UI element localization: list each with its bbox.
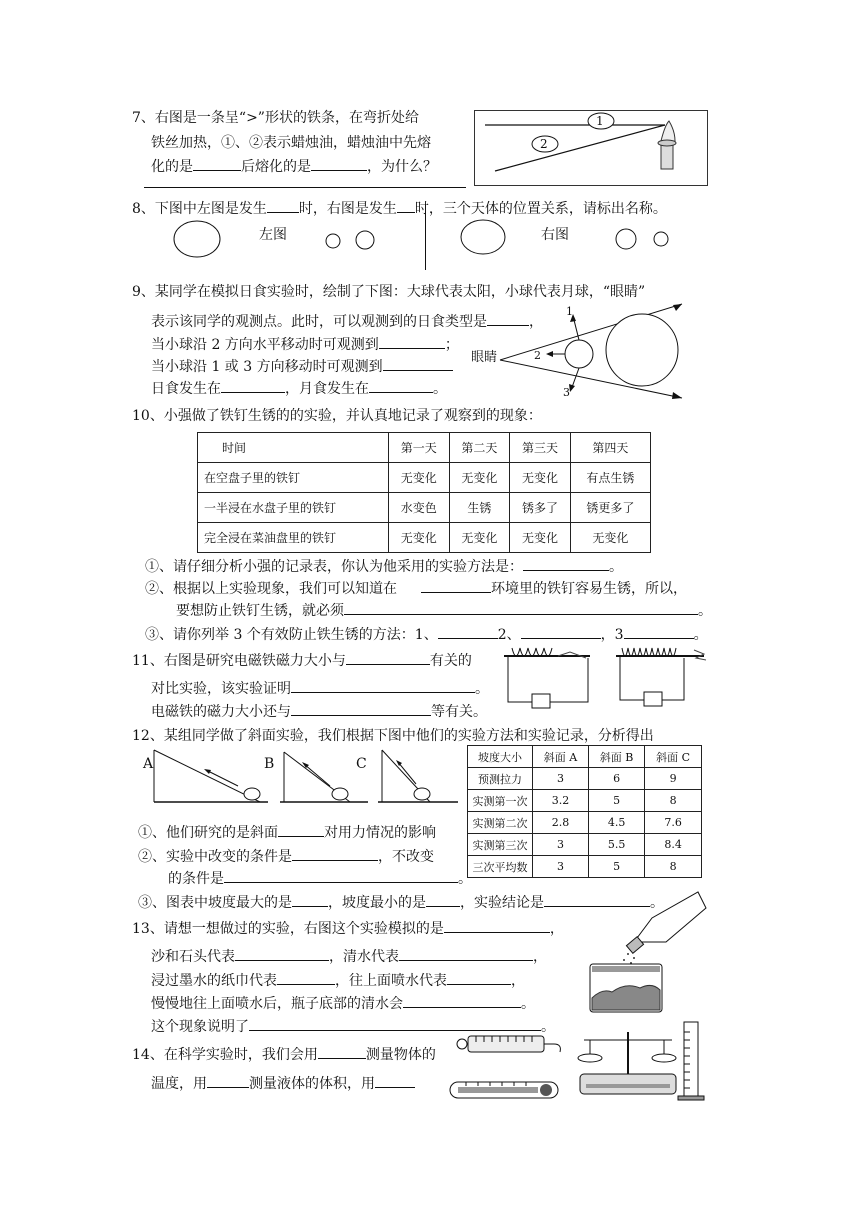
q13-line3: 浸过墨水的纸巾代表 ，往上面喷水代表 ， bbox=[151, 970, 525, 991]
blank[interactable] bbox=[421, 578, 491, 593]
slope-c-label: C bbox=[356, 756, 367, 772]
table-cell: 3 bbox=[533, 768, 589, 790]
rust-record-table bbox=[197, 432, 651, 553]
table-cell: 无变化 bbox=[389, 463, 450, 493]
table-cell: 实测第二次 bbox=[468, 812, 533, 834]
q10-s2: ②、根据以上实验现象，我们可以知道在 环境里的铁钉容易生锈，所以， bbox=[145, 578, 687, 599]
table-cell: 无变化 bbox=[510, 463, 571, 493]
blank[interactable] bbox=[267, 198, 299, 213]
table-cell: 2.8 bbox=[533, 812, 589, 834]
table-cell: 3 bbox=[533, 834, 589, 856]
table-row bbox=[198, 523, 651, 553]
blank[interactable] bbox=[399, 946, 533, 961]
q11-line1: 11、右图是研究电磁铁磁力大小与 有关的 bbox=[132, 650, 472, 671]
blank[interactable] bbox=[521, 624, 601, 639]
q14-instruments bbox=[446, 1014, 726, 1104]
blank[interactable] bbox=[624, 624, 694, 639]
blank[interactable] bbox=[193, 156, 241, 171]
q10-title: 10、小强做了铁钉生锈的的实验，并认真地记录了观察到的现象： bbox=[132, 408, 542, 424]
blank[interactable] bbox=[379, 334, 445, 349]
q10-s1: ①、请仔细分析小强的记录表，你认为他采用的实验方法是： 。 bbox=[145, 556, 623, 577]
table-header: 斜面 A bbox=[533, 746, 589, 768]
q8-right-label: 右图 bbox=[541, 227, 569, 243]
q8-left-label: 左图 bbox=[259, 227, 287, 243]
q9-line4: 当小球沿 1 或 3 方向移动时可观测到 bbox=[151, 356, 453, 377]
table-header: 第四天 bbox=[570, 433, 650, 463]
q10-s2-cont: 要想防止铁钉生锈，就必须 。 bbox=[176, 600, 712, 621]
table-row bbox=[468, 856, 702, 878]
blank[interactable] bbox=[403, 993, 521, 1008]
q9-dir-3: 3 bbox=[563, 386, 570, 399]
table-header: 第三天 bbox=[510, 433, 571, 463]
table-cell: 在空盘子里的铁钉 bbox=[198, 463, 389, 493]
table-header: 斜面 C bbox=[645, 746, 702, 768]
table-header: 时间 bbox=[198, 433, 389, 463]
slope-b-label: B bbox=[264, 756, 275, 772]
table-row bbox=[468, 812, 702, 834]
blank[interactable] bbox=[426, 892, 460, 907]
q13-line2: 沙和石头代表 ，清水代表 ， bbox=[151, 946, 547, 967]
q8-line: 8、下图中左图是发生 时，右图是发生 时，三个天体的位置关系，请标出名称。 bbox=[132, 198, 667, 219]
q12-slopes-diagram bbox=[140, 744, 460, 806]
blank[interactable] bbox=[311, 156, 367, 171]
blank[interactable] bbox=[292, 892, 328, 907]
q14-line1: 14、在科学实验时，我们会用 测量物体的 bbox=[132, 1044, 436, 1065]
q7-line2: 铁丝加热，①、②表示蜡烛油，蜡烛油中先熔 bbox=[151, 135, 431, 151]
q13-line1: 13、请想一想做过的实验，右图这个实验模拟的是 ， bbox=[132, 918, 564, 939]
q9-line2: 表示该同学的观测点。此时，可以观测到的日食类型是 ， bbox=[151, 311, 543, 332]
q13-line4: 慢慢地往上面喷水后，瓶子底部的清水会 。 bbox=[151, 993, 535, 1014]
q13-line5: 这个现象说明了 。 bbox=[151, 1016, 555, 1037]
blank[interactable] bbox=[221, 378, 285, 393]
table-row bbox=[468, 790, 702, 812]
blank[interactable] bbox=[292, 846, 378, 861]
blank[interactable] bbox=[346, 650, 430, 665]
table-header: 第二天 bbox=[449, 433, 510, 463]
q13-erosion-model bbox=[584, 888, 714, 1018]
table-header-row bbox=[468, 746, 702, 768]
q9-line3: 当小球沿 2 方向水平移动时可观测到 ； bbox=[151, 334, 459, 355]
q14-line2: 温度，用 测量液体的体积，用 bbox=[151, 1073, 415, 1094]
table-cell: 一半浸在水盘子里的铁钉 bbox=[198, 493, 389, 523]
table-row bbox=[468, 768, 702, 790]
slope-a-label: A bbox=[143, 756, 154, 772]
answer-line[interactable] bbox=[144, 187, 466, 188]
label-1: 1 bbox=[596, 114, 604, 128]
blank[interactable] bbox=[369, 378, 433, 393]
q7-line3: 化的是 后熔化的是 ，为什么？ bbox=[151, 156, 437, 177]
table-cell: 4.5 bbox=[589, 812, 645, 834]
slope-data-table bbox=[467, 745, 702, 878]
table-cell: 无变化 bbox=[570, 523, 650, 553]
blank[interactable] bbox=[523, 556, 609, 571]
blank[interactable] bbox=[318, 1044, 366, 1059]
table-cell: 实测第一次 bbox=[468, 790, 533, 812]
label-2: 2 bbox=[540, 137, 548, 151]
q11-electromagnet-diagram bbox=[498, 640, 728, 710]
blank[interactable] bbox=[397, 198, 415, 213]
table-header: 斜面 B bbox=[589, 746, 645, 768]
table-row bbox=[198, 463, 651, 493]
blank[interactable] bbox=[278, 822, 324, 837]
q12-title: 12、某组同学做了斜面实验，我们根据下图中他们的实验方法和实验记录，分析得出 bbox=[132, 728, 654, 744]
table-cell: 有点生锈 bbox=[570, 463, 650, 493]
blank[interactable] bbox=[291, 701, 431, 716]
table-cell: 6 bbox=[589, 768, 645, 790]
table-cell: 3.2 bbox=[533, 790, 589, 812]
table-cell: 预测拉力 bbox=[468, 768, 533, 790]
table-cell: 5.5 bbox=[589, 834, 645, 856]
q9-line1: 9、某同学在模拟日食实验时，绘制了下图：大球代表太阳，小球代表月球，“眼睛” bbox=[132, 284, 646, 300]
q9-eye-label: 眼睛 bbox=[471, 350, 498, 365]
blank[interactable] bbox=[277, 970, 335, 985]
table-header-row bbox=[198, 433, 651, 463]
table-cell: 实测第三次 bbox=[468, 834, 533, 856]
table-cell: 5 bbox=[589, 856, 645, 878]
table-cell: 7.6 bbox=[645, 812, 702, 834]
table-cell: 完全浸在菜油盘里的铁钉 bbox=[198, 523, 389, 553]
blank[interactable] bbox=[224, 868, 458, 883]
q7-figure bbox=[474, 110, 708, 186]
table-cell: 水变色 bbox=[389, 493, 450, 523]
blank[interactable] bbox=[344, 600, 698, 615]
table-cell: 无变化 bbox=[389, 523, 450, 553]
q9-dir-2: 2 bbox=[534, 349, 541, 362]
blank[interactable] bbox=[444, 918, 550, 933]
table-row bbox=[198, 493, 651, 523]
table-cell: 8 bbox=[645, 856, 702, 878]
q7-line1: 7、右图是一条呈“>”形状的铁条，在弯折处给 bbox=[132, 110, 419, 126]
table-header: 第一天 bbox=[389, 433, 450, 463]
q10-s3: ③、请你列举 3 个有效防止铁生锈的方法：1、 2、 ，3 。 bbox=[145, 624, 708, 645]
iron-bar-diagram bbox=[475, 111, 707, 185]
table-cell: 无变化 bbox=[449, 463, 510, 493]
table-cell: 8.4 bbox=[645, 834, 702, 856]
table-cell: 无变化 bbox=[449, 523, 510, 553]
q11-line2: 对比实验，该实验证明 。 bbox=[151, 678, 489, 699]
blank[interactable] bbox=[375, 1073, 415, 1088]
blank[interactable] bbox=[383, 356, 453, 371]
blank[interactable] bbox=[291, 678, 475, 693]
table-cell: 锈更多了 bbox=[570, 493, 650, 523]
blank[interactable] bbox=[207, 1073, 249, 1088]
table-cell: 9 bbox=[645, 768, 702, 790]
q12-s1: ①、他们研究的是斜面 对用力情况的影响 bbox=[138, 822, 436, 843]
table-cell: 3 bbox=[533, 856, 589, 878]
table-cell: 锈多了 bbox=[510, 493, 571, 523]
q9-eclipse-diagram bbox=[470, 302, 700, 402]
q11-line3: 电磁铁的磁力大小还与 等有关。 bbox=[151, 701, 487, 722]
table-cell: 5 bbox=[589, 790, 645, 812]
q12-s2: ②、实验中改变的条件是 ，不改变 bbox=[138, 846, 434, 867]
q8-celestial-bodies bbox=[0, 220, 700, 260]
q9-line5: 日食发生在 ，月食发生在 。 bbox=[151, 378, 447, 399]
q9-dir-1: 1 bbox=[566, 305, 573, 318]
q12-s2-cont: 的条件是 。 bbox=[168, 868, 472, 889]
table-cell: 8 bbox=[645, 790, 702, 812]
q12-s3: ③、图表中坡度最大的是 ，坡度最小的是 ，实验结论是 。 bbox=[138, 892, 664, 913]
blank[interactable] bbox=[447, 970, 511, 985]
table-cell: 无变化 bbox=[510, 523, 571, 553]
table-header: 坡度大小 bbox=[468, 746, 533, 768]
table-cell: 三次平均数 bbox=[468, 856, 533, 878]
table-cell: 生锈 bbox=[449, 493, 510, 523]
blank[interactable] bbox=[235, 946, 329, 961]
table-row bbox=[468, 834, 702, 856]
blank[interactable] bbox=[438, 624, 498, 639]
